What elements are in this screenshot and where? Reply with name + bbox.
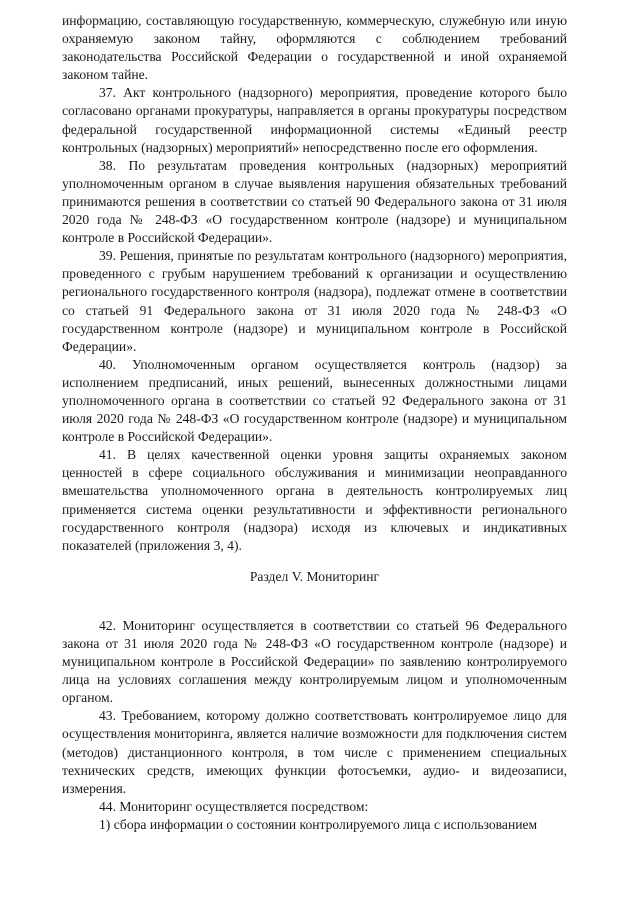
paragraph-44-item-1: 1) сбора информации о состоянии контролируемого лица с использованием (99, 816, 538, 832)
paragraph-42: 42. Мониторинг осуществляется в соответствии со статьей 96 Федерального закона от 31 июля 2020 года № 248-ФЗ «О государственном контроле (надзоре) и муниципальном контроле в Российской Федерации» по заявлению контролируемого лица на условиях соглашения между контролируемым лицом и уполномоченным органом. (62, 617, 567, 706)
paragraph-38: 38. По результатам проведения контрольных (надзорных) мероприятий уполномоченным органом в случае выявления нарушения обязательных требований принимаются решения в соответствии со статьей 90 Федерального закона от 31 июля 2020 года № 248-ФЗ «О государственном контроле (надзоре) и муниципальном контроле в Российской Федерации». (62, 157, 567, 246)
section-heading: Раздел V. Мониторинг (249, 568, 380, 584)
paragraph-41: 41. В целях качественной оценки уровня защиты охраняемых законом ценностей в сфере социального обслуживания и минимизации неоправданного вмешательства уполномоченного органа в деятельность контролируемых лиц применяется система оценки результативности и эффективности регионального государственного контроля (надзора) исходя из ключевых и индикативных показателей (приложения 3, 4). (62, 447, 567, 553)
paragraph-44: 44. Мониторинг осуществляется посредством: (99, 798, 369, 814)
document-page (62, 12, 567, 834)
paragraph-37: 37. Акт контрольного (надзорного) мероприятия, проведение которого было согласовано органами прокуратуры, направляется в органы прокуратуры посредством федеральной государственной информационной системы «Единый реестр контрольных (надзорных) мероприятий» непосредственно после его оформления. (62, 85, 567, 155)
paragraph-39: 39. Решения, принятые по результатам контрольного (надзорного) мероприятия, проведенного с грубым нарушением требований к организации и осуществлению регионального государственного контроля (надзора), подлежат отмене в соответствии со статьей 91 Федерального закона от 31 июля 2020 года № 248-ФЗ «О государственном контроле (надзоре) и муниципальном контроле в Российской Федерации». (62, 248, 567, 354)
paragraph-continuation: информацию, составляющую государственную, коммерческую, служебную или иную охраняемую законом тайну, оформляются с соблюдением требований законодательства Российской Федерации о государственной и иной охраняемой законом тайне. (62, 13, 567, 83)
paragraph-40: 40. Уполномоченным органом осуществляется контроль (надзор) за исполнением предписаний, иных решений, вынесенных должностными лицами уполномоченного органа в соответствии со статьей 92 Федерального закона от 31 июля 2020 года № 248-ФЗ «О государственном контроле (надзоре) и муниципальном контроле в Российской Федерации». (62, 356, 567, 445)
paragraph-43: 43. Требованием, которому должно соответствовать контролируемое лицо для осуществления мониторинга, является наличие возможности для подключения систем (методов) дистанционного контроля, в том числе с применением специальных технических средств, имеющих функции фотосъемки, аудио- и видеозаписи, измерения. (62, 708, 567, 796)
